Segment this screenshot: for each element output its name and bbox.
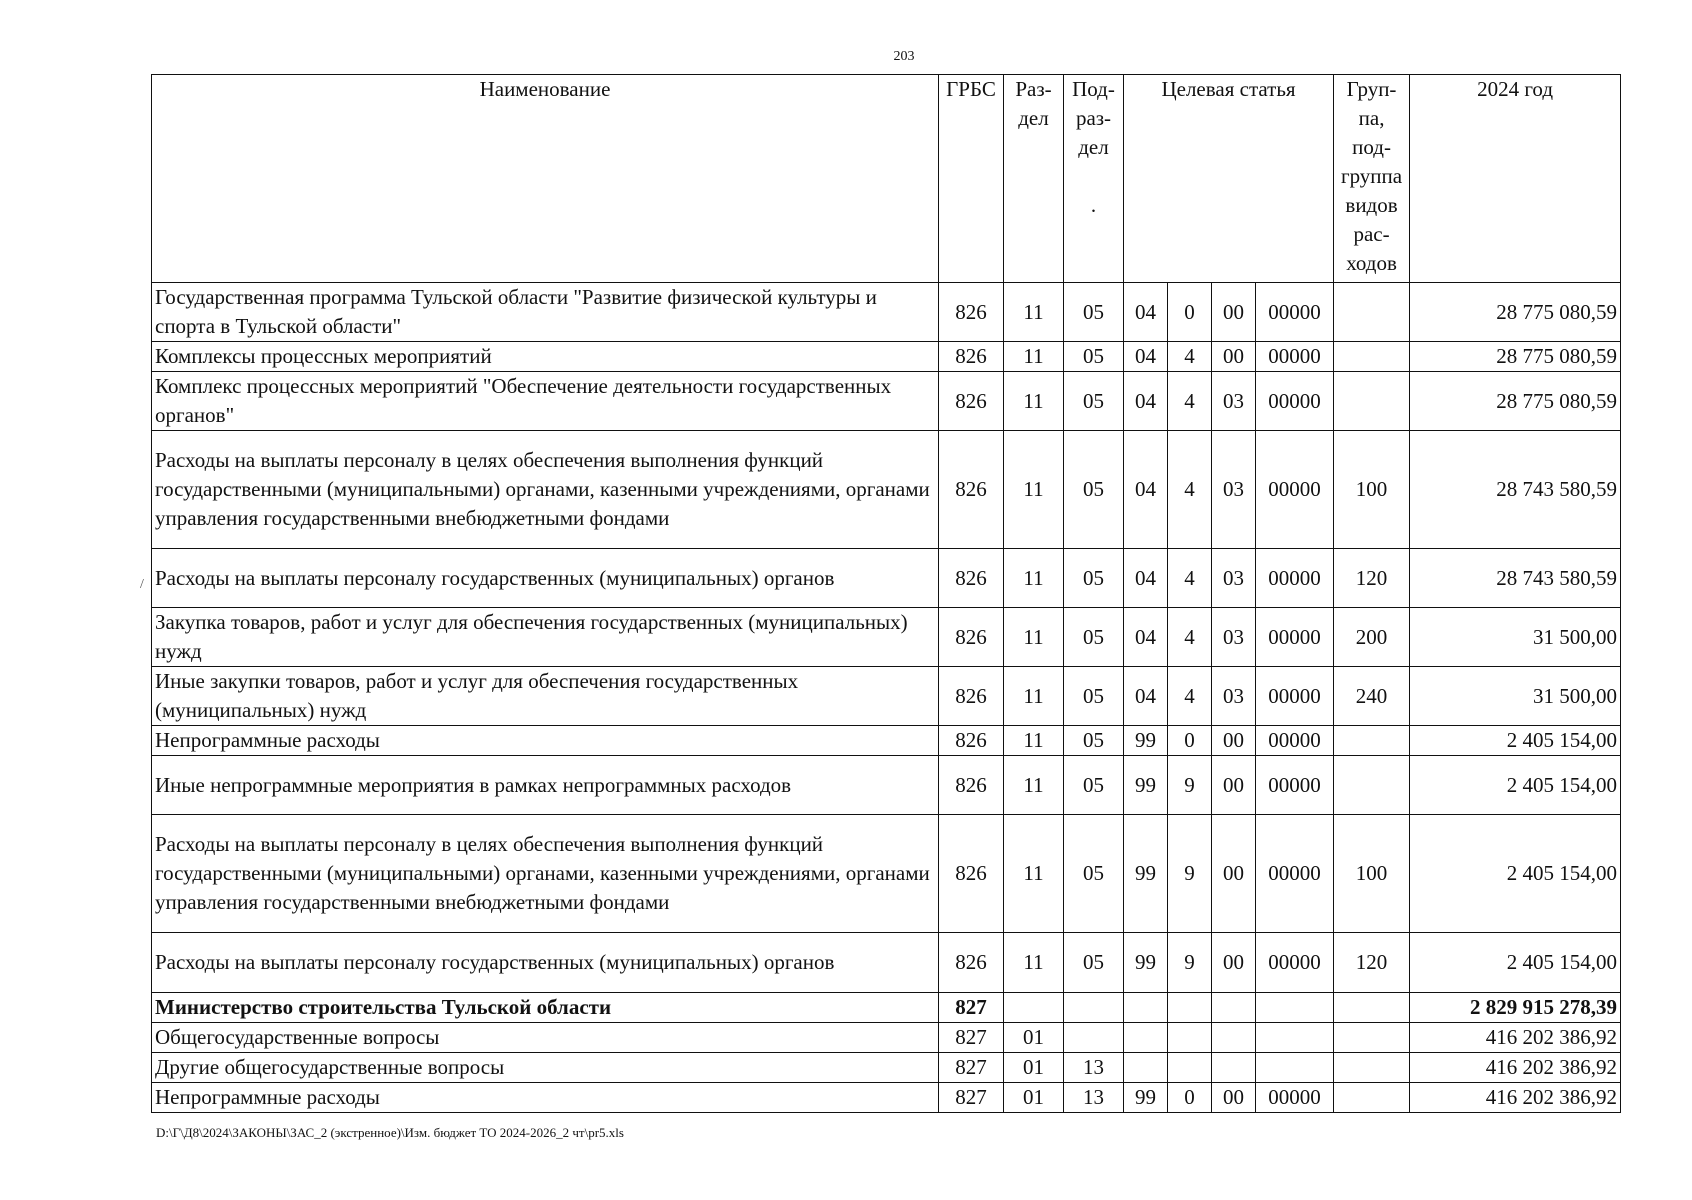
- row-target-direction: 00000: [1256, 549, 1334, 608]
- row-target-type: 4: [1168, 608, 1212, 667]
- row-target-program: 04: [1124, 372, 1168, 431]
- row-target-program: 04: [1124, 342, 1168, 372]
- row-grbs: 826: [939, 608, 1004, 667]
- row-target-type: 9: [1168, 756, 1212, 815]
- row-expense-group: [1334, 1083, 1410, 1113]
- header-target-article: Целевая статья: [1124, 75, 1334, 283]
- row-target-direction: 00000: [1256, 283, 1334, 342]
- row-expense-group: [1334, 372, 1410, 431]
- row-target-subprogram: 03: [1212, 431, 1256, 549]
- row-target-direction: 00000: [1256, 342, 1334, 372]
- row-razdel: 11: [1004, 549, 1064, 608]
- row-target-type: 0: [1168, 726, 1212, 756]
- row-target-direction: 00000: [1256, 726, 1334, 756]
- row-target-subprogram: 00: [1212, 815, 1256, 933]
- row-grbs: 826: [939, 283, 1004, 342]
- row-razdel: 11: [1004, 283, 1064, 342]
- row-target-subprogram: [1212, 993, 1256, 1023]
- row-razdel: 11: [1004, 756, 1064, 815]
- row-grbs: 826: [939, 667, 1004, 726]
- row-target-program: 04: [1124, 608, 1168, 667]
- row-target-direction: [1256, 1053, 1334, 1083]
- row-name: Комплексы процессных мероприятий: [152, 342, 939, 372]
- row-podrazdel: 13: [1064, 1083, 1124, 1113]
- table-row: [152, 549, 1621, 608]
- row-expense-group: 200: [1334, 608, 1410, 667]
- header-expense-group: Груп- па, под- группа видов рас- ходов: [1334, 75, 1410, 283]
- header-podrazdel: Под- раз- дел .: [1064, 75, 1124, 283]
- row-target-type: 9: [1168, 933, 1212, 993]
- row-amount: 416 202 386,92: [1410, 1023, 1621, 1053]
- row-target-direction: 00000: [1256, 431, 1334, 549]
- row-razdel: 11: [1004, 726, 1064, 756]
- table-row: [152, 283, 1621, 342]
- row-podrazdel: 05: [1064, 431, 1124, 549]
- row-expense-group: 100: [1334, 431, 1410, 549]
- row-name: Расходы на выплаты персоналу в целях обеспечения выполнения функций государственными (муниципальными) органами, казенными учреждениями, органами управления государственными внебюджетными фондами: [152, 431, 939, 549]
- row-target-type: 0: [1168, 283, 1212, 342]
- table-row: [152, 815, 1621, 933]
- row-grbs: 827: [939, 1083, 1004, 1113]
- row-target-subprogram: 03: [1212, 667, 1256, 726]
- row-target-subprogram: 00: [1212, 342, 1256, 372]
- table-row: [152, 372, 1621, 431]
- table-row: [152, 667, 1621, 726]
- row-amount: 2 405 154,00: [1410, 815, 1621, 933]
- row-amount: 28 743 580,59: [1410, 431, 1621, 549]
- row-target-direction: 00000: [1256, 667, 1334, 726]
- row-podrazdel: 05: [1064, 933, 1124, 993]
- row-name: Непрограммные расходы: [152, 1083, 939, 1113]
- row-target-program: 04: [1124, 283, 1168, 342]
- row-name: Непрограммные расходы: [152, 726, 939, 756]
- header-name: Наименование: [152, 75, 939, 283]
- row-target-subprogram: 00: [1212, 933, 1256, 993]
- row-target-type: [1168, 1053, 1212, 1083]
- row-target-type: 4: [1168, 372, 1212, 431]
- row-podrazdel: 05: [1064, 667, 1124, 726]
- page-number: 203: [893, 49, 915, 64]
- file-path-footer: D:\Г\Д8\2024\ЗАКОНЫ\ЗАС_2 (экстренное)\Изм. бюджет ТО 2024-2026_2 чт\pr5.xls: [156, 1125, 624, 1140]
- row-target-type: [1168, 1023, 1212, 1053]
- row-podrazdel: 05: [1064, 815, 1124, 933]
- table-row: [152, 993, 1621, 1023]
- row-expense-group: [1334, 1023, 1410, 1053]
- row-amount: 31 500,00: [1410, 608, 1621, 667]
- row-amount: 28 775 080,59: [1410, 372, 1621, 431]
- row-grbs: 826: [939, 372, 1004, 431]
- margin-mark: /: [140, 577, 144, 592]
- row-target-direction: [1256, 1023, 1334, 1053]
- row-name: Общегосударственные вопросы: [152, 1023, 939, 1053]
- header-year-2024: 2024 год: [1410, 75, 1621, 283]
- row-grbs: 826: [939, 933, 1004, 993]
- row-razdel: 11: [1004, 667, 1064, 726]
- row-grbs: 827: [939, 1053, 1004, 1083]
- row-target-direction: 00000: [1256, 372, 1334, 431]
- table-row: [152, 1053, 1621, 1083]
- row-target-direction: 00000: [1256, 756, 1334, 815]
- row-name: Расходы на выплаты персоналу в целях обеспечения выполнения функций государственными (муниципальными) органами, казенными учреждениями, органами управления государственными внебюджетными фондами: [152, 815, 939, 933]
- row-target-type: 4: [1168, 342, 1212, 372]
- row-target-type: 4: [1168, 549, 1212, 608]
- row-amount: 2 829 915 278,39: [1410, 993, 1621, 1023]
- row-target-program: 04: [1124, 667, 1168, 726]
- row-amount: 28 775 080,59: [1410, 283, 1621, 342]
- row-podrazdel: [1064, 1023, 1124, 1053]
- row-target-type: 4: [1168, 667, 1212, 726]
- row-target-program: 99: [1124, 933, 1168, 993]
- row-target-direction: 00000: [1256, 815, 1334, 933]
- row-razdel: 11: [1004, 933, 1064, 993]
- row-podrazdel: 05: [1064, 283, 1124, 342]
- table-row: [152, 933, 1621, 993]
- row-podrazdel: 13: [1064, 1053, 1124, 1083]
- row-target-program: 99: [1124, 1083, 1168, 1113]
- row-target-subprogram: [1212, 1053, 1256, 1083]
- row-expense-group: [1334, 993, 1410, 1023]
- row-expense-group: 240: [1334, 667, 1410, 726]
- row-amount: 28 743 580,59: [1410, 549, 1621, 608]
- row-target-direction: [1256, 993, 1334, 1023]
- row-target-subprogram: 03: [1212, 608, 1256, 667]
- row-expense-group: 120: [1334, 933, 1410, 993]
- row-expense-group: [1334, 756, 1410, 815]
- row-amount: 416 202 386,92: [1410, 1083, 1621, 1113]
- row-target-program: [1124, 1053, 1168, 1083]
- row-name: Расходы на выплаты персоналу государственных (муниципальных) органов: [152, 549, 939, 608]
- row-target-subprogram: 00: [1212, 283, 1256, 342]
- row-razdel: 11: [1004, 815, 1064, 933]
- row-razdel: 11: [1004, 431, 1064, 549]
- row-grbs: 826: [939, 342, 1004, 372]
- row-target-type: [1168, 993, 1212, 1023]
- budget-table: [151, 74, 1621, 1113]
- row-target-subprogram: 00: [1212, 726, 1256, 756]
- row-amount: 2 405 154,00: [1410, 756, 1621, 815]
- row-podrazdel: [1064, 993, 1124, 1023]
- row-razdel: 11: [1004, 608, 1064, 667]
- row-razdel: 11: [1004, 372, 1064, 431]
- row-amount: 2 405 154,00: [1410, 726, 1621, 756]
- row-name: Другие общегосударственные вопросы: [152, 1053, 939, 1083]
- row-target-subprogram: 00: [1212, 1083, 1256, 1113]
- row-podrazdel: 05: [1064, 549, 1124, 608]
- row-grbs: 826: [939, 726, 1004, 756]
- row-target-program: [1124, 993, 1168, 1023]
- table-row: [152, 1083, 1621, 1113]
- row-podrazdel: 05: [1064, 756, 1124, 815]
- row-target-subprogram: 03: [1212, 549, 1256, 608]
- row-razdel: 01: [1004, 1023, 1064, 1053]
- row-grbs: 826: [939, 549, 1004, 608]
- row-razdel: 01: [1004, 1083, 1064, 1113]
- table-body: [152, 283, 1621, 1113]
- row-target-program: 99: [1124, 756, 1168, 815]
- table-row: [152, 342, 1621, 372]
- row-expense-group: 100: [1334, 815, 1410, 933]
- row-razdel: 01: [1004, 1053, 1064, 1083]
- row-podrazdel: 05: [1064, 608, 1124, 667]
- row-amount: 2 405 154,00: [1410, 933, 1621, 993]
- row-name: Закупка товаров, работ и услуг для обеспечения государственных (муниципальных) нужд: [152, 608, 939, 667]
- row-name: Комплекс процессных мероприятий "Обеспечение деятельности государственных органов": [152, 372, 939, 431]
- table-row: [152, 608, 1621, 667]
- row-target-direction: 00000: [1256, 608, 1334, 667]
- row-podrazdel: 05: [1064, 372, 1124, 431]
- row-target-type: 9: [1168, 815, 1212, 933]
- row-grbs: 826: [939, 815, 1004, 933]
- row-target-program: 04: [1124, 431, 1168, 549]
- table-row: [152, 726, 1621, 756]
- row-target-type: 0: [1168, 1083, 1212, 1113]
- row-target-program: 99: [1124, 815, 1168, 933]
- row-podrazdel: 05: [1064, 726, 1124, 756]
- row-name: Государственная программа Тульской области "Развитие физической культуры и спорта в Тульской области": [152, 283, 939, 342]
- row-target-direction: 00000: [1256, 933, 1334, 993]
- row-expense-group: [1334, 726, 1410, 756]
- row-amount: 416 202 386,92: [1410, 1053, 1621, 1083]
- row-name: Министерство строительства Тульской области: [152, 993, 939, 1023]
- row-target-type: 4: [1168, 431, 1212, 549]
- row-grbs: 826: [939, 756, 1004, 815]
- row-expense-group: [1334, 342, 1410, 372]
- row-name: Иные непрограммные мероприятия в рамках непрограммных расходов: [152, 756, 939, 815]
- row-razdel: 11: [1004, 342, 1064, 372]
- header-razdel: Раз- дел: [1004, 75, 1064, 283]
- row-grbs: 827: [939, 993, 1004, 1023]
- row-amount: 28 775 080,59: [1410, 342, 1621, 372]
- row-target-program: 04: [1124, 549, 1168, 608]
- row-expense-group: [1334, 283, 1410, 342]
- table-row: [152, 431, 1621, 549]
- row-podrazdel: 05: [1064, 342, 1124, 372]
- table-row: [152, 756, 1621, 815]
- row-razdel: [1004, 993, 1064, 1023]
- row-name: Иные закупки товаров, работ и услуг для обеспечения государственных (муниципальных) нужд: [152, 667, 939, 726]
- row-grbs: 827: [939, 1023, 1004, 1053]
- row-target-program: 99: [1124, 726, 1168, 756]
- row-target-direction: 00000: [1256, 1083, 1334, 1113]
- row-grbs: 826: [939, 431, 1004, 549]
- row-target-subprogram: [1212, 1023, 1256, 1053]
- table-header-row: [152, 75, 1621, 283]
- row-name: Расходы на выплаты персоналу государственных (муниципальных) органов: [152, 933, 939, 993]
- row-amount: 31 500,00: [1410, 667, 1621, 726]
- row-target-subprogram: 03: [1212, 372, 1256, 431]
- row-target-subprogram: 00: [1212, 756, 1256, 815]
- row-expense-group: 120: [1334, 549, 1410, 608]
- row-target-program: [1124, 1023, 1168, 1053]
- row-expense-group: [1334, 1053, 1410, 1083]
- table-row: [152, 1023, 1621, 1053]
- header-grbs: ГРБС: [939, 75, 1004, 283]
